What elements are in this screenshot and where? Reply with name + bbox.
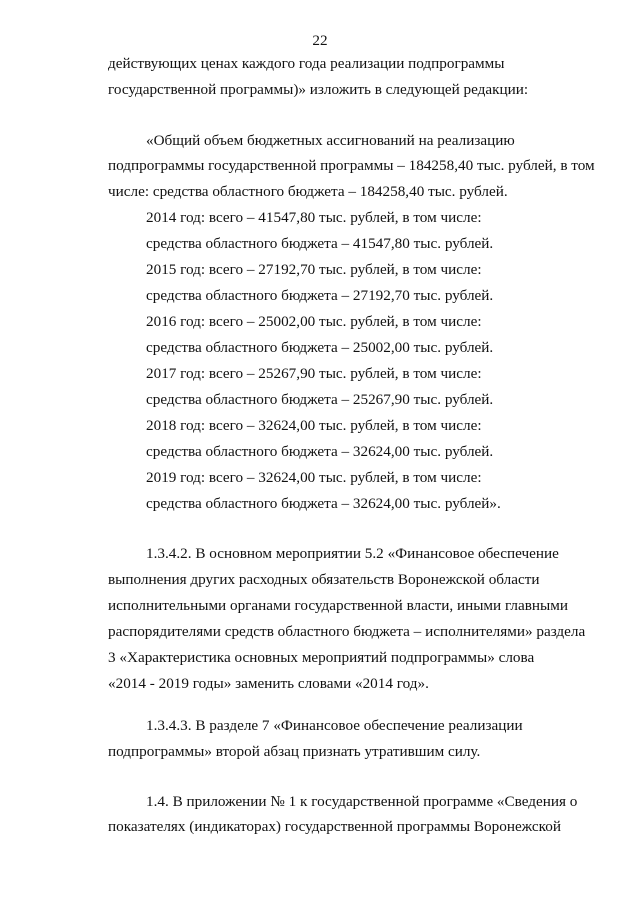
text-line: 2018 год: всего – 32624,00 тыс. рублей, в том числе:	[146, 417, 482, 434]
text-line: распорядителями средств областного бюджета – исполнителями» раздела	[108, 623, 586, 640]
text-line: средства областного бюджета – 32624,00 тыс. рублей».	[146, 495, 501, 512]
text-line: «2014 - 2019 годы» заменить словами «2014 год».	[108, 675, 429, 692]
text-line: 2014 год: всего – 41547,80 тыс. рублей, в том числе:	[146, 209, 482, 226]
text-line: 2015 год: всего – 27192,70 тыс. рублей, в том числе:	[146, 261, 482, 278]
text-line: средства областного бюджета – 32624,00 тыс. рублей.	[146, 443, 494, 460]
text-line: числе: средства областного бюджета – 184258,40 тыс. рублей.	[108, 183, 508, 200]
text-line: средства областного бюджета – 25002,00 тыс. рублей.	[146, 339, 494, 356]
text-line: подпрограммы государственной программы – 184258,40 тыс. рублей, в том	[108, 157, 595, 174]
text-line: 3 «Характеристика основных мероприятий подпрограммы» слова	[108, 649, 535, 666]
text-line: средства областного бюджета – 25267,90 тыс. рублей.	[146, 391, 494, 408]
text-line: 1.4. В приложении № 1 к государственной программе «Сведения о	[146, 793, 578, 810]
text-line: исполнительными органами государственной власти, иными главными	[108, 597, 568, 614]
page-number: 22	[312, 32, 328, 49]
text-line: выполнения других расходных обязательств Воронежской области	[108, 571, 540, 588]
text-line: 2017 год: всего – 25267,90 тыс. рублей, в том числе:	[146, 365, 482, 382]
text-line: подпрограммы» второй абзац признать утратившим силу.	[108, 743, 481, 760]
text-line: 2016 год: всего – 25002,00 тыс. рублей, в том числе:	[146, 313, 482, 330]
text-line: 1.3.4.3. В разделе 7 «Финансовое обеспечение реализации	[146, 717, 523, 734]
text-line: средства областного бюджета – 27192,70 тыс. рублей.	[146, 287, 494, 304]
text-line: средства областного бюджета – 41547,80 тыс. рублей.	[146, 235, 494, 252]
text-line: действующих ценах каждого года реализации подпрограммы	[108, 55, 505, 72]
text-line: 1.3.4.2. В основном мероприятии 5.2 «Финансовое обеспечение	[146, 545, 559, 562]
text-line: показателях (индикаторах) государственной программы Воронежской	[108, 818, 561, 835]
text-line: «Общий объем бюджетных ассигнований на реализацию	[146, 132, 515, 149]
text-line: государственной программы)» изложить в следующей редакции:	[108, 81, 529, 98]
text-line: 2019 год: всего – 32624,00 тыс. рублей, в том числе:	[146, 469, 482, 486]
